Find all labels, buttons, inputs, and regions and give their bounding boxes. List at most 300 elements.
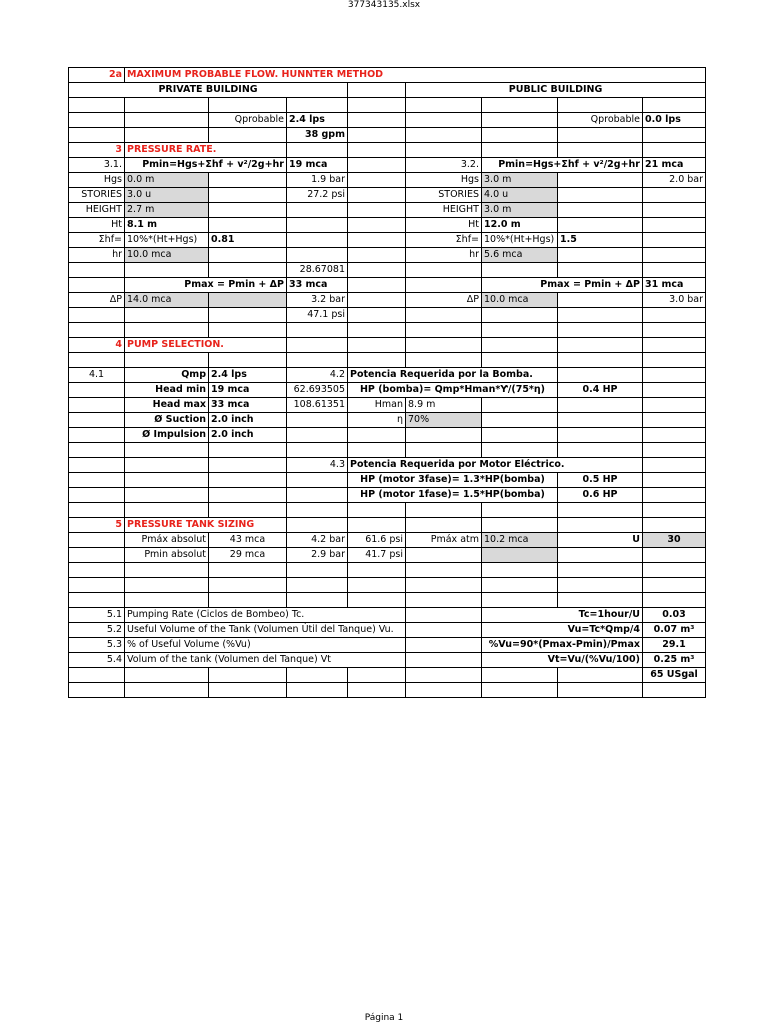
private-ht: 8.1 m [125,218,209,233]
cell [125,458,209,473]
private-gpm: 38 gpm [287,128,348,143]
cell [482,428,558,443]
sheet-row [69,668,706,683]
cell [69,503,125,518]
cell [125,263,209,278]
cell [406,278,482,293]
qprobable-label: Qprobable [558,113,643,128]
pmax-absolut-psi: 61.6 psi [348,533,406,548]
head-min-value: 19 mca [209,383,287,398]
section-number: 3 [69,143,125,158]
cell [348,248,406,263]
cell [643,683,706,698]
private-pmax-psi: 47.1 psi [287,308,348,323]
eta-label: η [348,413,406,428]
cell [406,263,482,278]
cell [125,443,209,458]
sheet-row [69,548,706,563]
cell [209,203,287,218]
private-pmin-psi: 27.2 psi [287,188,348,203]
cell [643,368,706,383]
cell [406,128,482,143]
cell [643,248,706,263]
cell [482,683,558,698]
cell [209,323,287,338]
cell [287,428,348,443]
cell [643,503,706,518]
cell [69,473,125,488]
cell [348,158,406,173]
cell [558,173,643,188]
cell [209,563,287,578]
pmin-absolut-bar: 2.9 bar [287,548,348,563]
cell [287,98,348,113]
sheet-row [69,98,706,113]
cell [348,188,406,203]
tank-row [69,638,706,653]
sheet-row [69,533,706,548]
sheet-row [69,248,706,263]
cell [348,203,406,218]
cell [482,578,558,593]
cell [348,233,406,248]
cell [125,308,209,323]
cell [482,518,558,533]
sheet-row [69,488,706,503]
public-hr-input[interactable]: 5.6 mca [482,248,558,263]
pmin-absolut-label: Pmin absolut [125,548,209,563]
cell [558,263,643,278]
sheet-row [69,143,706,158]
cell [558,308,643,323]
tank-row-value: 0.25 m³ [643,653,706,668]
sheet-row [69,383,706,398]
cell [348,293,406,308]
pmin-formula: Pmin=Hgs+Σhf + v²/2g+hr [482,158,643,173]
cell [406,503,482,518]
cell [69,353,125,368]
cell [348,683,406,698]
cell [348,428,406,443]
cell [406,578,482,593]
cell [69,428,125,443]
cell [69,533,125,548]
height-label: HEIGHT [406,203,482,218]
pmax-atm-input[interactable]: 10.2 mca [482,533,558,548]
u-label: U [558,533,643,548]
cell [348,518,406,533]
cell [348,98,406,113]
private-pmin-bar: 1.9 bar [287,173,348,188]
cell [482,308,558,323]
hr-label: hr [406,248,482,263]
cell [558,593,643,608]
u-input[interactable]: 30 [643,533,706,548]
cell [558,293,643,308]
tank-row-value: 29.1 [643,638,706,653]
cell [125,488,209,503]
pmin-absolut-mca: 29 mca [209,548,287,563]
cell [125,128,209,143]
item-number: 5.3 [69,638,125,653]
cell [348,353,406,368]
page-footer: Página 1 [364,1013,404,1023]
cell [643,203,706,218]
cell [287,218,348,233]
cell [348,278,406,293]
cell [69,278,125,293]
cell [209,353,287,368]
private-hr-input[interactable]: 10.0 mca [125,248,209,263]
section-number: 4 [69,338,125,353]
hr-label: hr [69,248,125,263]
public-dp-input[interactable]: 10.0 mca [482,293,558,308]
private-qprobable: 2.4 lps [287,113,348,128]
head-max-label: Head max [125,398,209,413]
cell [209,173,287,188]
cell [348,218,406,233]
private-pmax: 33 mca [287,278,348,293]
private-extra-value: 28.67081 [287,263,348,278]
cell [69,578,125,593]
pmax-absolut-label: Pmáx absolut [125,533,209,548]
cell [643,428,706,443]
cell [406,548,482,563]
cell [287,473,348,488]
head-max-value: 33 mca [209,398,287,413]
cell [482,503,558,518]
sheet-row [69,593,706,608]
cell [482,593,558,608]
cell [209,248,287,263]
tank-row-value: 0.03 [643,608,706,623]
hp-bomba-value: 0.4 HP [558,383,643,398]
cell [643,413,706,428]
cell [348,143,406,158]
cell [406,683,482,698]
public-stories-input[interactable]: 4.0 u [482,188,558,203]
cell [558,248,643,263]
cell [348,563,406,578]
cell [482,323,558,338]
cell [69,563,125,578]
item-number: 5.4 [69,653,125,668]
cell [209,218,287,233]
stories-label: STORIES [406,188,482,203]
cell [558,518,643,533]
cell [406,518,482,533]
public-pmin: 21 mca [643,158,706,173]
cell [643,128,706,143]
cell [482,143,558,158]
cell [558,443,643,458]
private-hgs-input[interactable]: 0.0 m [125,173,209,188]
cell [643,218,706,233]
head-max-calc: 108.61351 [287,398,348,413]
sheet-row [69,293,706,308]
sheet-row [69,473,706,488]
impulsion-label: Ø Impulsion [125,428,209,443]
pmax-formula: Pmax = Pmin + ΔP [125,278,287,293]
sheet-row [69,278,706,293]
cell [482,98,558,113]
sheet-row [69,323,706,338]
section-number: 5 [69,518,125,533]
cell [348,83,406,98]
cell [209,488,287,503]
cell [558,503,643,518]
cell [209,263,287,278]
public-height-input[interactable]: 3.0 m [482,203,558,218]
private-dp-input[interactable]: 14.0 mca [125,293,209,308]
private-height-input[interactable]: 2.7 m [125,203,209,218]
cell [287,248,348,263]
cell [69,593,125,608]
head-min-calc: 62.693505 [287,383,348,398]
cell [348,443,406,458]
cell [69,683,125,698]
public-pmin-bar: 2.0 bar [643,173,706,188]
cell [558,683,643,698]
cell [125,473,209,488]
cell [348,113,406,128]
tank-row-formula: Vu=Tc*Qmp/4 [482,623,643,638]
cell [482,413,558,428]
cell [482,128,558,143]
cell [209,443,287,458]
private-stories-input[interactable]: 3.0 u [125,188,209,203]
section-title: PUMP SELECTION. [125,338,287,353]
cell [348,578,406,593]
item-number: 5.1 [69,608,125,623]
cell [348,173,406,188]
motor-power-title: Potencia Requerida por Motor Eléctrico. [348,458,643,473]
cell [125,323,209,338]
public-building-header: PUBLIC BUILDING [406,83,706,98]
cell [406,593,482,608]
item-number: 5.2 [69,623,125,638]
cell [643,458,706,473]
cell [125,503,209,518]
cell [209,473,287,488]
sheet-row [69,413,706,428]
cell [348,263,406,278]
motor1-value: 0.6 HP [558,488,643,503]
section-title: PRESSURE RATE. [125,143,287,158]
cell [558,188,643,203]
qmp-value: 2.4 lps [209,368,287,383]
sheet-row [69,263,706,278]
section-title: MAXIMUM PROBABLE FLOW. HUNNTER METHOD [125,68,706,83]
cell [125,353,209,368]
cell [69,413,125,428]
sheet-row [69,683,706,698]
pump-power-title: Potencia Requerida por la Bomba. [348,368,558,383]
cell [482,113,558,128]
private-pmin: 19 mca [287,158,348,173]
tank-row [69,653,706,668]
cell [406,653,482,668]
spreadsheet-table [68,67,706,698]
ht-label: Ht [406,218,482,233]
cell [406,353,482,368]
cell [209,503,287,518]
cell [287,593,348,608]
cell [482,353,558,368]
sheet-row [69,428,706,443]
cell [558,218,643,233]
cell [69,458,125,473]
cell [406,563,482,578]
public-pmax: 31 mca [643,278,706,293]
cell [209,458,287,473]
sheet-row [69,233,706,248]
eta-input[interactable]: 70% [406,413,482,428]
cell [643,233,706,248]
cell [287,143,348,158]
sheet-row [69,563,706,578]
dp-label: ΔP [406,293,482,308]
qprobable-label: Qprobable [209,113,287,128]
cell [287,488,348,503]
cell [643,98,706,113]
cell [125,668,209,683]
cell [287,683,348,698]
cell [558,398,643,413]
cell [287,203,348,218]
cell [209,293,287,308]
cell [209,668,287,683]
cell [209,128,287,143]
hman-label: Hman [348,398,406,413]
shf-formula: 10%*(Ht+Hgs) [482,233,558,248]
cell [558,128,643,143]
tank-row-formula: Vt=Vu/(%Vu/100) [482,653,643,668]
private-pmax-bar: 3.2 bar [287,293,348,308]
sheet-row [69,308,706,323]
cell [558,203,643,218]
cell [287,668,348,683]
cell [406,113,482,128]
cell [125,563,209,578]
sheet-row [69,218,706,233]
cell [287,413,348,428]
cell [287,503,348,518]
cell [69,443,125,458]
cell [558,338,643,353]
cell [287,563,348,578]
cell [69,113,125,128]
cell [558,143,643,158]
cell [558,578,643,593]
sheet-row [69,503,706,518]
cell [209,578,287,593]
cell [643,473,706,488]
private-shf: 0.81 [209,233,287,248]
cell [69,398,125,413]
cell [482,398,558,413]
cell [69,548,125,563]
tank-row-formula: %Vu=90*(Pmax-Pmin)/Pmax [482,638,643,653]
sheet-row [69,113,706,128]
cell [287,443,348,458]
cell [125,98,209,113]
qmp-label: Qmp [125,368,209,383]
cell [287,578,348,593]
hgs-label: Hgs [69,173,125,188]
cell [69,323,125,338]
cell [348,308,406,323]
tank-row-value: 0.07 m³ [643,623,706,638]
item-number: 4.1 [69,368,125,383]
cell [69,308,125,323]
public-hgs-input[interactable]: 3.0 m [482,173,558,188]
cell [348,503,406,518]
cell [209,593,287,608]
pmin-absolut-psi: 41.7 psi [348,548,406,563]
cell [69,668,125,683]
sheet-row [69,518,706,533]
cell [406,308,482,323]
cell [406,443,482,458]
pmax-atm-label: Pmáx atm [406,533,482,548]
tank-row-formula: Tc=1hour/U [482,608,643,623]
public-pmax-bar: 3.0 bar [643,293,706,308]
cell [482,338,558,353]
cell [558,323,643,338]
pmax-absolut-mca: 43 mca [209,533,287,548]
private-building-header: PRIVATE BUILDING [69,83,348,98]
tank-row-label: Volum of the tank (Volumen del Tanque) Vt [125,653,406,668]
cell [643,188,706,203]
cell [287,338,348,353]
cell [209,308,287,323]
cell [406,638,482,653]
cell [406,668,482,683]
suction-value: 2.0 inch [209,413,287,428]
public-ht: 12.0 m [482,218,558,233]
cell [643,323,706,338]
cell [558,98,643,113]
sheet-row [69,158,706,173]
cell [643,488,706,503]
cell [69,263,125,278]
tank-row-label: % of Useful Volume (%Vu) [125,638,406,653]
sheet-row [69,338,706,353]
cell [209,188,287,203]
tank-row-label: Useful Volume of the Tank (Volumen Útil del Tanque) Vu. [125,623,406,638]
cell [348,338,406,353]
cell [406,623,482,638]
sheet-row [69,128,706,143]
cell [558,413,643,428]
sheet-row [69,353,706,368]
cell [209,683,287,698]
sheet-row [69,458,706,473]
item-number: 3.1. [69,158,125,173]
sheet-row [69,578,706,593]
cell [125,683,209,698]
tank-row [69,623,706,638]
item-number: 3.2. [406,158,482,173]
cell [643,263,706,278]
cell [125,578,209,593]
stories-label: STORIES [69,188,125,203]
cell [406,428,482,443]
cell [348,323,406,338]
section-number: 2a [69,68,125,83]
cell [643,383,706,398]
